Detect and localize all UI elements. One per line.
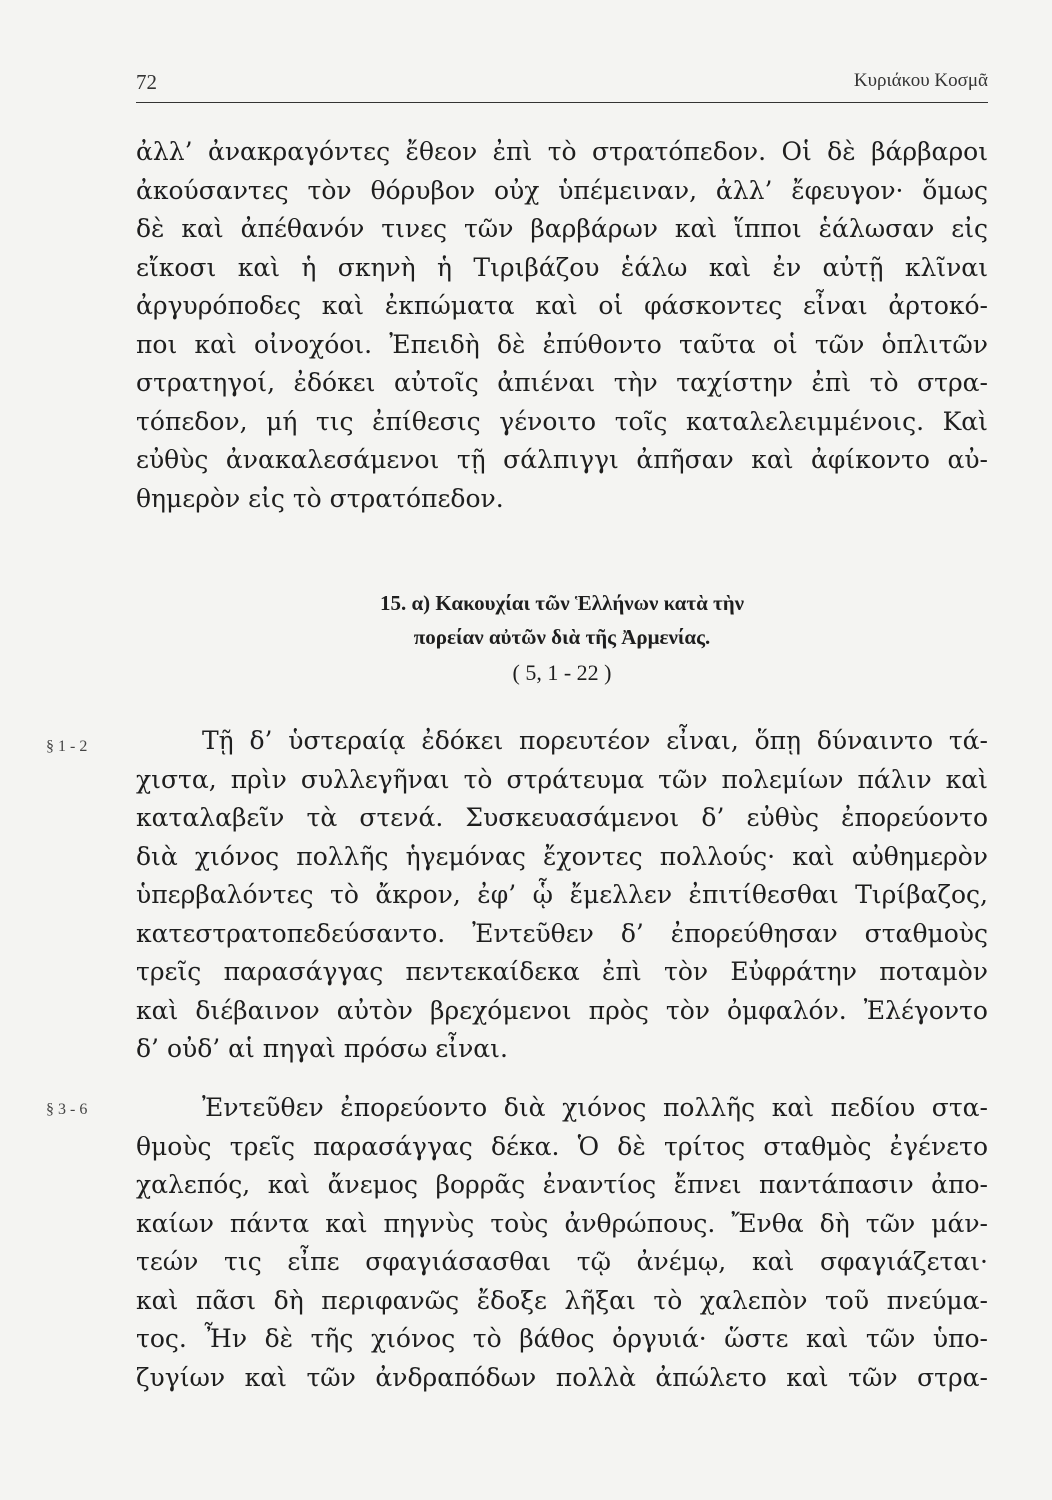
text-line: διὰ χιόνος πολλῆς ἡγεμόνας ἔχοντες πολλούς· καὶ αὐθημερὸν: [136, 841, 988, 871]
section-heading-line: πορείαν αὐτῶν διὰ τῆς Ἀρμενίας.: [413, 625, 711, 649]
text-line: δὲ καὶ ἀπέθανόν τινες τῶν βαρβάρων καὶ ἵπποι ἑάλωσαν εἰς: [136, 214, 988, 243]
page-number: 72: [136, 70, 157, 94]
text-line: τος. Ἦν δὲ τῆς χιόνος τὸ βάθος ὀργυιά· ὥστε καὶ τῶν ὑπο-: [136, 1324, 988, 1353]
section-heading: [136, 586, 988, 654]
text-line: καταλαβεῖν τὰ στενά. Συσκευασάμενοι δ’ εὐθὺς ἐπορεύοντο: [136, 803, 988, 832]
section-heading-line: 15. α) Κακουχίαι τῶν Ἑλλήνων κατὰ τὴν: [379, 591, 745, 615]
text-line: χιστα, πρὶν συλλεγῆναι τὸ στράτευμα τῶν πολεμίων πάλιν καὶ: [136, 764, 988, 794]
text-line: ποι καὶ οἰνοχόοι. Ἐπειδὴ δὲ ἐπύθοντο ταῦτα οἱ τῶν ὁπλιτῶν: [136, 329, 988, 359]
text-line: θημερὸν εἰς τὸ στρατόπεδον.: [136, 483, 504, 513]
paragraph-3: [136, 1089, 988, 1397]
text-line: καίων πάντα καὶ πηγνὺς τοὺς ἀνθρώπους. Ἔνθα δὴ τῶν μάν-: [136, 1208, 988, 1238]
text-line: ἀκούσαντες τὸν θόρυβον οὐχ ὑπέμειναν, ἀλλ’ ἔφευγον· ὅμως: [136, 175, 988, 205]
text-line: Ἐντεῦθεν ἐπορεύοντο διὰ χιόνος πολλῆς καὶ πεδίου στα-: [202, 1093, 988, 1122]
text-line: εἴκοσι καὶ ἡ σκηνὴ ἡ Τιριβάζου ἑάλω καὶ ἐν αὐτῇ κλῖναι: [136, 252, 988, 282]
text-line: καὶ πᾶσι δὴ περιφανῶς ἔδοξε λῆξαι τὸ χαλεπὸν τοῦ πνεύμα-: [136, 1285, 988, 1315]
text-line: ὑπερβαλόντες τὸ ἄκρον, ἐφ’ ᾧ ἔμελλεν ἐπιτίθεσθαι Τιρίβαζος,: [136, 880, 988, 909]
text-line: ζυγίων καὶ τῶν ἀνδραπόδων πολλὰ ἀπώλετο καὶ τῶν στρα-: [136, 1362, 988, 1392]
text-line: δ’ οὐδ’ αἱ πηγαὶ πρόσω εἶναι.: [136, 1034, 508, 1063]
margin-note: § 3 - 6: [46, 1101, 88, 1118]
text-line: ἀργυρόποδες καὶ ἐκπώματα καὶ οἱ φάσκοντες εἶναι ἀρτοκό-: [136, 291, 988, 320]
text-line: καὶ διέβαινον αὐτὸν βρεχόμενοι πρὸς τὸν ὀμφαλόν. Ἐλέγοντο: [136, 995, 988, 1025]
paragraph-1: [136, 133, 988, 518]
text-line: ἀλλ’ ἀνακραγόντες ἔθεον ἐπὶ τὸ στρατόπεδον. Οἱ δὲ βάρβαροι: [136, 137, 988, 166]
text-line: στρατηγοί, ἐδόκει αὐτοῖς ἀπιέναι τὴν ταχίστην ἐπὶ τὸ στρα-: [136, 368, 988, 397]
running-head: Κυριάκου Κοσμᾶ: [853, 70, 988, 91]
text-line: τρεῖς παρασάγγας πεντεκαίδεκα ἐπὶ τὸν Εὐφράτην ποταμὸν: [136, 957, 988, 986]
text-line: θμοὺς τρεῖς παρασάγγας δέκα. Ὁ δὲ τρίτος σταθμὸς ἐγένετο: [136, 1131, 988, 1161]
text-line: κατεστρατοπεδεύσαντο. Ἐντεῦθεν δ’ ἐπορεύθησαν σταθμοὺς: [136, 918, 988, 948]
text-line: χαλεπός, καὶ ἄνεμος βορρᾶς ἐναντίος ἔπνει παντάπασιν ἀπο-: [136, 1170, 988, 1199]
text-line: εὐθὺς ἀνακαλεσάμενοι τῇ σάλπιγγι ἀπῆσαν καὶ ἀφίκοντο αὐ-: [136, 445, 988, 474]
header-rule: [136, 102, 988, 103]
section-reference: ( 5, 1 - 22 ): [512, 660, 612, 685]
text-line: τόπεδον, μή τις ἐπίθεσις γένοιτο τοῖς καταλελειμμένοις. Καὶ: [136, 406, 988, 436]
paragraph-2: [136, 722, 988, 1069]
text-line: τεών τις εἶπε σφαγιάσασθαι τῷ ἀνέμῳ, καὶ σφαγιάζεται·: [136, 1247, 988, 1276]
text-line: Τῇ δ’ ὑστεραίᾳ ἐδόκει πορευτέον εἶναι, ὅπῃ δύναιντο τά-: [202, 726, 988, 755]
margin-note: § 1 - 2: [46, 738, 88, 755]
